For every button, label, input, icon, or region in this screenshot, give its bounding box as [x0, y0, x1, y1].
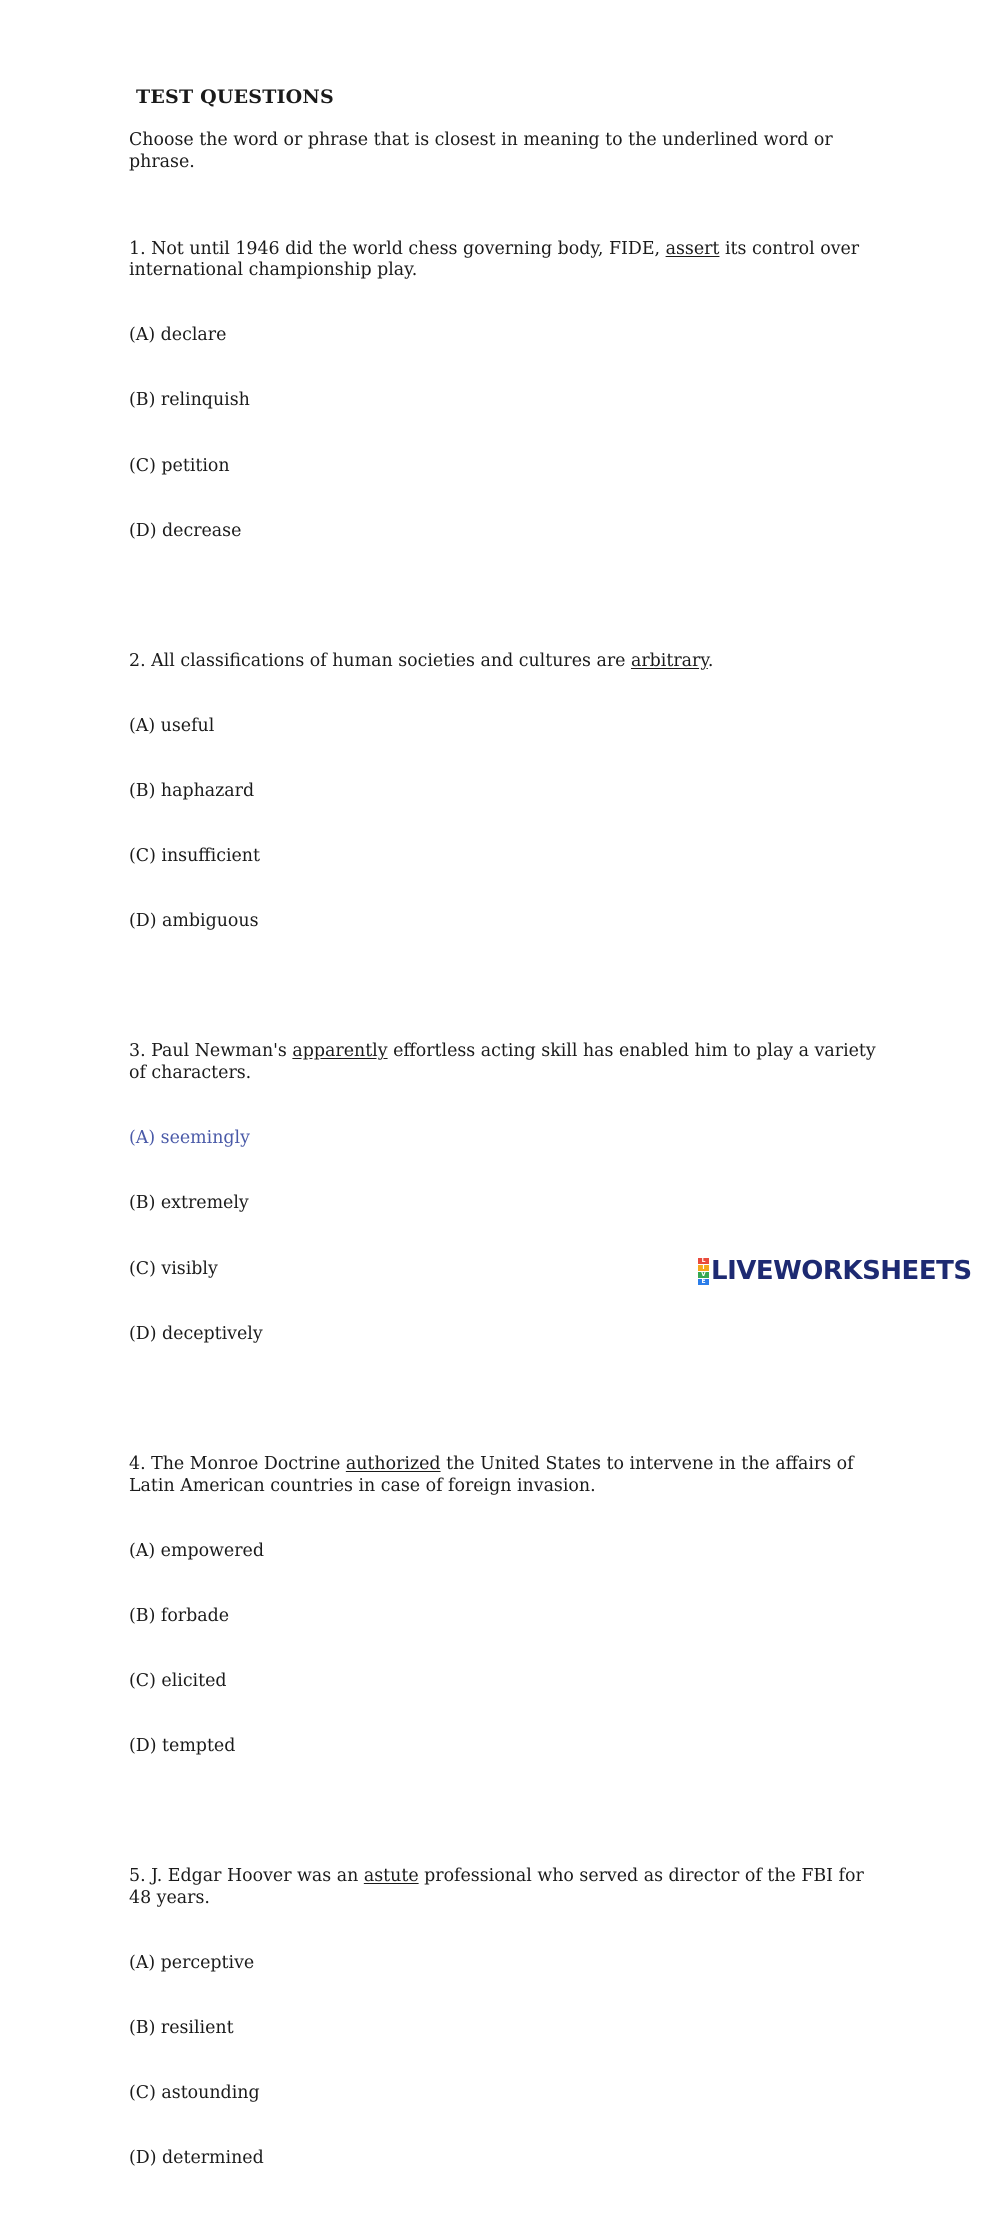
question-text: 3. Paul Newman's apparently effortless acting skill has enabled him to play a variety of characters. [129, 1041, 882, 1084]
option-a[interactable]: (A) useful [129, 715, 215, 736]
option-c[interactable]: (C) elicited [129, 1670, 227, 1691]
underlined-word: astute [363, 1866, 419, 1887]
question-text: 5. J. Edgar Hoover was an astute professional who served as director of the FBI for 48 years. [129, 1866, 870, 1908]
live-logo-icon [698, 1258, 709, 1285]
option-a[interactable]: (A) empowered [129, 1540, 264, 1561]
option-d[interactable]: (D) determined [129, 2148, 264, 2169]
question-4 [129, 1410, 889, 1801]
liveworksheets-logo [698, 1256, 972, 1286]
option-c[interactable]: (C) insufficient [129, 846, 260, 867]
logo-letter: I [698, 1265, 709, 1271]
option-b[interactable]: (B) resilient [129, 2018, 234, 2039]
option-a[interactable]: (A) perceptive [129, 1952, 255, 1973]
underlined-word: apparently [292, 1041, 388, 1062]
question-text: 1. Not until 1946 did the world chess governing body, FIDE, assert its control over international championship play. [129, 238, 865, 281]
page-title: TEST QUESTIONS [136, 86, 334, 108]
option-d[interactable]: (D) deceptively [129, 1323, 263, 1344]
option-c[interactable]: (C) petition [129, 455, 230, 476]
worksheet-page [129, 86, 889, 2235]
underlined-word: arbitrary [630, 650, 708, 671]
underlined-word: assert [665, 238, 720, 259]
question-text: 4. The Monroe Doctrine authorized the United States to intervene in the affairs of Latin American countries in case of foreign invasion. [129, 1453, 860, 1496]
brand-name: LIVEWORKSHEETS [711, 1256, 972, 1286]
option-d[interactable]: (D) tempted [129, 1735, 236, 1756]
underlined-word: authorized [345, 1453, 441, 1474]
option-c[interactable]: (C) astounding [129, 2083, 260, 2104]
option-c[interactable]: (C) visibly [129, 1258, 218, 1279]
logo-letter: E [698, 1279, 709, 1285]
option-b[interactable]: (B) relinquish [129, 390, 250, 411]
option-a[interactable]: (A) declare [129, 325, 227, 346]
option-b[interactable]: (B) extremely [129, 1193, 249, 1214]
question-text: 2. All classifications of human societies and cultures are arbitrary. [129, 650, 714, 671]
option-b[interactable]: (B) haphazard [129, 781, 255, 802]
question-5 [129, 1823, 889, 2214]
option-d[interactable]: (D) decrease [129, 520, 242, 541]
option-b[interactable]: (B) forbade [129, 1605, 230, 1626]
question-3 [129, 998, 889, 1389]
instructions: Choose the word or phrase that is closest in meaning to the underlined word or phrase. [129, 130, 839, 172]
option-a-selected[interactable]: (A) seemingly [129, 1128, 250, 1149]
question-2 [129, 607, 889, 976]
logo-letter: L [698, 1258, 709, 1264]
question-1 [129, 195, 889, 586]
option-d[interactable]: (D) ambiguous [129, 911, 259, 932]
logo-letter: V [698, 1272, 709, 1278]
